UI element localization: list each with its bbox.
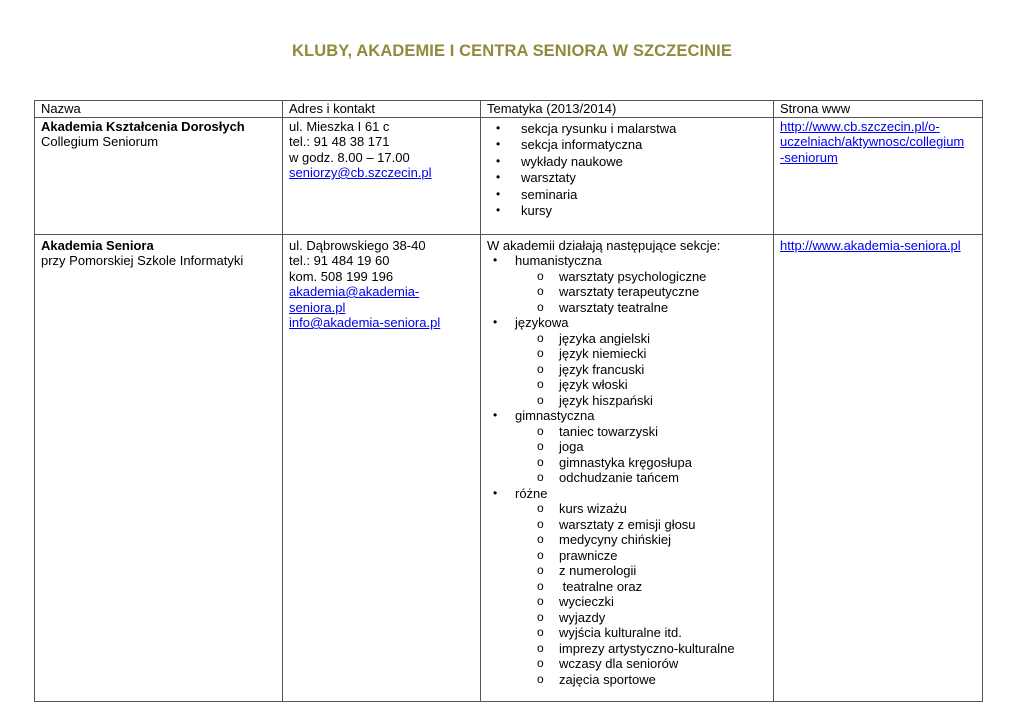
list-item: o język niemiecki	[487, 346, 767, 362]
subsection-list	[487, 269, 767, 316]
header-address: Adres i kontakt	[283, 101, 481, 118]
table-row	[35, 117, 983, 234]
section-name: humanistyczna	[515, 253, 602, 268]
header-name: Nazwa	[35, 101, 283, 118]
section-item	[487, 253, 767, 269]
topics-intro: W akademii działają następujące sekcje:	[487, 237, 721, 253]
org-subname: Collegium Seniorum	[41, 134, 159, 149]
section-name: różne	[515, 485, 548, 501]
address-line: ul. Mieszka I 61 c	[289, 118, 390, 134]
table-row	[35, 234, 983, 701]
email-part: akademia@akademia-	[289, 284, 420, 299]
list-item: o język hiszpański	[487, 393, 767, 409]
header-topics: Tematyka (2013/2014)	[481, 101, 774, 118]
clubs-table	[34, 100, 983, 702]
phone-line: tel.: 91 48 38 171	[289, 134, 390, 149]
list-item: • wykłady naukowe	[487, 154, 767, 170]
hours-line: w godz. 8.00 – 17.00	[289, 149, 410, 165]
header-www: Strona www	[774, 101, 983, 118]
list-item: • sekcja rysunku i malarstwa	[487, 121, 767, 137]
email-link[interactable]: info@akademia-seniora.pl	[289, 315, 441, 330]
section-name: gimnastyczna	[515, 408, 595, 423]
sections-list	[487, 315, 767, 331]
sections-list	[487, 408, 767, 424]
list-item: o medycyny chińskiej	[487, 532, 767, 548]
email-part: seniora.pl	[289, 299, 346, 315]
cell-topics	[481, 117, 774, 234]
list-item: o zajęcia sportowe	[487, 672, 767, 688]
cell-name	[35, 234, 283, 701]
list-item: o język francuski	[487, 362, 767, 378]
org-subname: przy Pomorskiej Szkole Informatyki	[41, 253, 244, 268]
sections-list	[487, 253, 767, 269]
list-item: o kurs wizażu	[487, 501, 767, 517]
www-link-part: http://www.cb.szczecin.pl/o-	[780, 118, 940, 134]
www-link-part: -seniorum	[780, 149, 838, 165]
page-title: KLUBY, AKADEMIE I CENTRA SENIORA W SZCZECINIE	[292, 42, 732, 60]
list-item: o joga	[487, 439, 767, 455]
cell-name	[35, 117, 283, 234]
topics-list	[487, 121, 767, 219]
section-item	[487, 315, 767, 331]
list-item: o warsztaty terapeutyczne	[487, 284, 767, 300]
org-name: Akademia Seniora	[41, 237, 154, 253]
list-item: o gimnastyka kręgosłupa	[487, 455, 767, 471]
list-item: o wczasy dla seniorów	[487, 656, 767, 672]
email-link[interactable]	[289, 284, 419, 315]
section-item	[487, 486, 767, 502]
org-name: Akademia Kształcenia Dorosłych	[41, 118, 245, 134]
list-item: o wycieczki	[487, 594, 767, 610]
list-item: o warsztaty teatralne	[487, 300, 767, 316]
list-item: o języka angielski	[487, 331, 767, 347]
email-link[interactable]: seniorzy@cb.szczecin.pl	[289, 165, 432, 180]
subsection-list	[487, 501, 767, 687]
www-link[interactable]: http://www.akademia-seniora.pl	[780, 237, 961, 253]
address-line: ul. Dąbrowskiego 38-40	[289, 237, 426, 253]
cell-address	[283, 117, 481, 234]
list-item: • sekcja informatyczna	[487, 137, 767, 153]
phone-line: tel.: 91 484 19 60	[289, 253, 390, 268]
list-item: o prawnicze	[487, 548, 767, 564]
mobile-line: kom. 508 199 196	[289, 268, 394, 284]
list-item: o warsztaty psychologiczne	[487, 269, 767, 285]
list-item: o wyjścia kulturalne itd.	[487, 625, 767, 641]
www-link[interactable]	[780, 119, 964, 165]
subsection-list	[487, 424, 767, 486]
list-item: o taniec towarzyski	[487, 424, 767, 440]
sections-list	[487, 486, 767, 502]
list-item: o imprezy artystyczno-kulturalne	[487, 641, 767, 657]
list-item: • kursy	[487, 203, 767, 219]
cell-address	[283, 234, 481, 701]
www-link-part: uczelniach/aktywnosc/collegium	[780, 134, 965, 149]
list-item: o odchudzanie tańcem	[487, 470, 767, 486]
list-item: • seminaria	[487, 187, 767, 203]
list-item: o warsztaty z emisji głosu	[487, 517, 767, 533]
cell-topics	[481, 234, 774, 701]
list-item: o wyjazdy	[487, 610, 767, 626]
section-name: językowa	[515, 315, 569, 330]
list-item: o język włoski	[487, 377, 767, 393]
list-item: o teatralne oraz	[487, 579, 767, 595]
list-item: • warsztaty	[487, 170, 767, 186]
list-item: o z numerologii	[487, 563, 767, 579]
cell-www	[774, 234, 983, 701]
subsection-list	[487, 331, 767, 409]
table-header-row	[35, 101, 983, 118]
section-item	[487, 408, 767, 424]
cell-www	[774, 117, 983, 234]
